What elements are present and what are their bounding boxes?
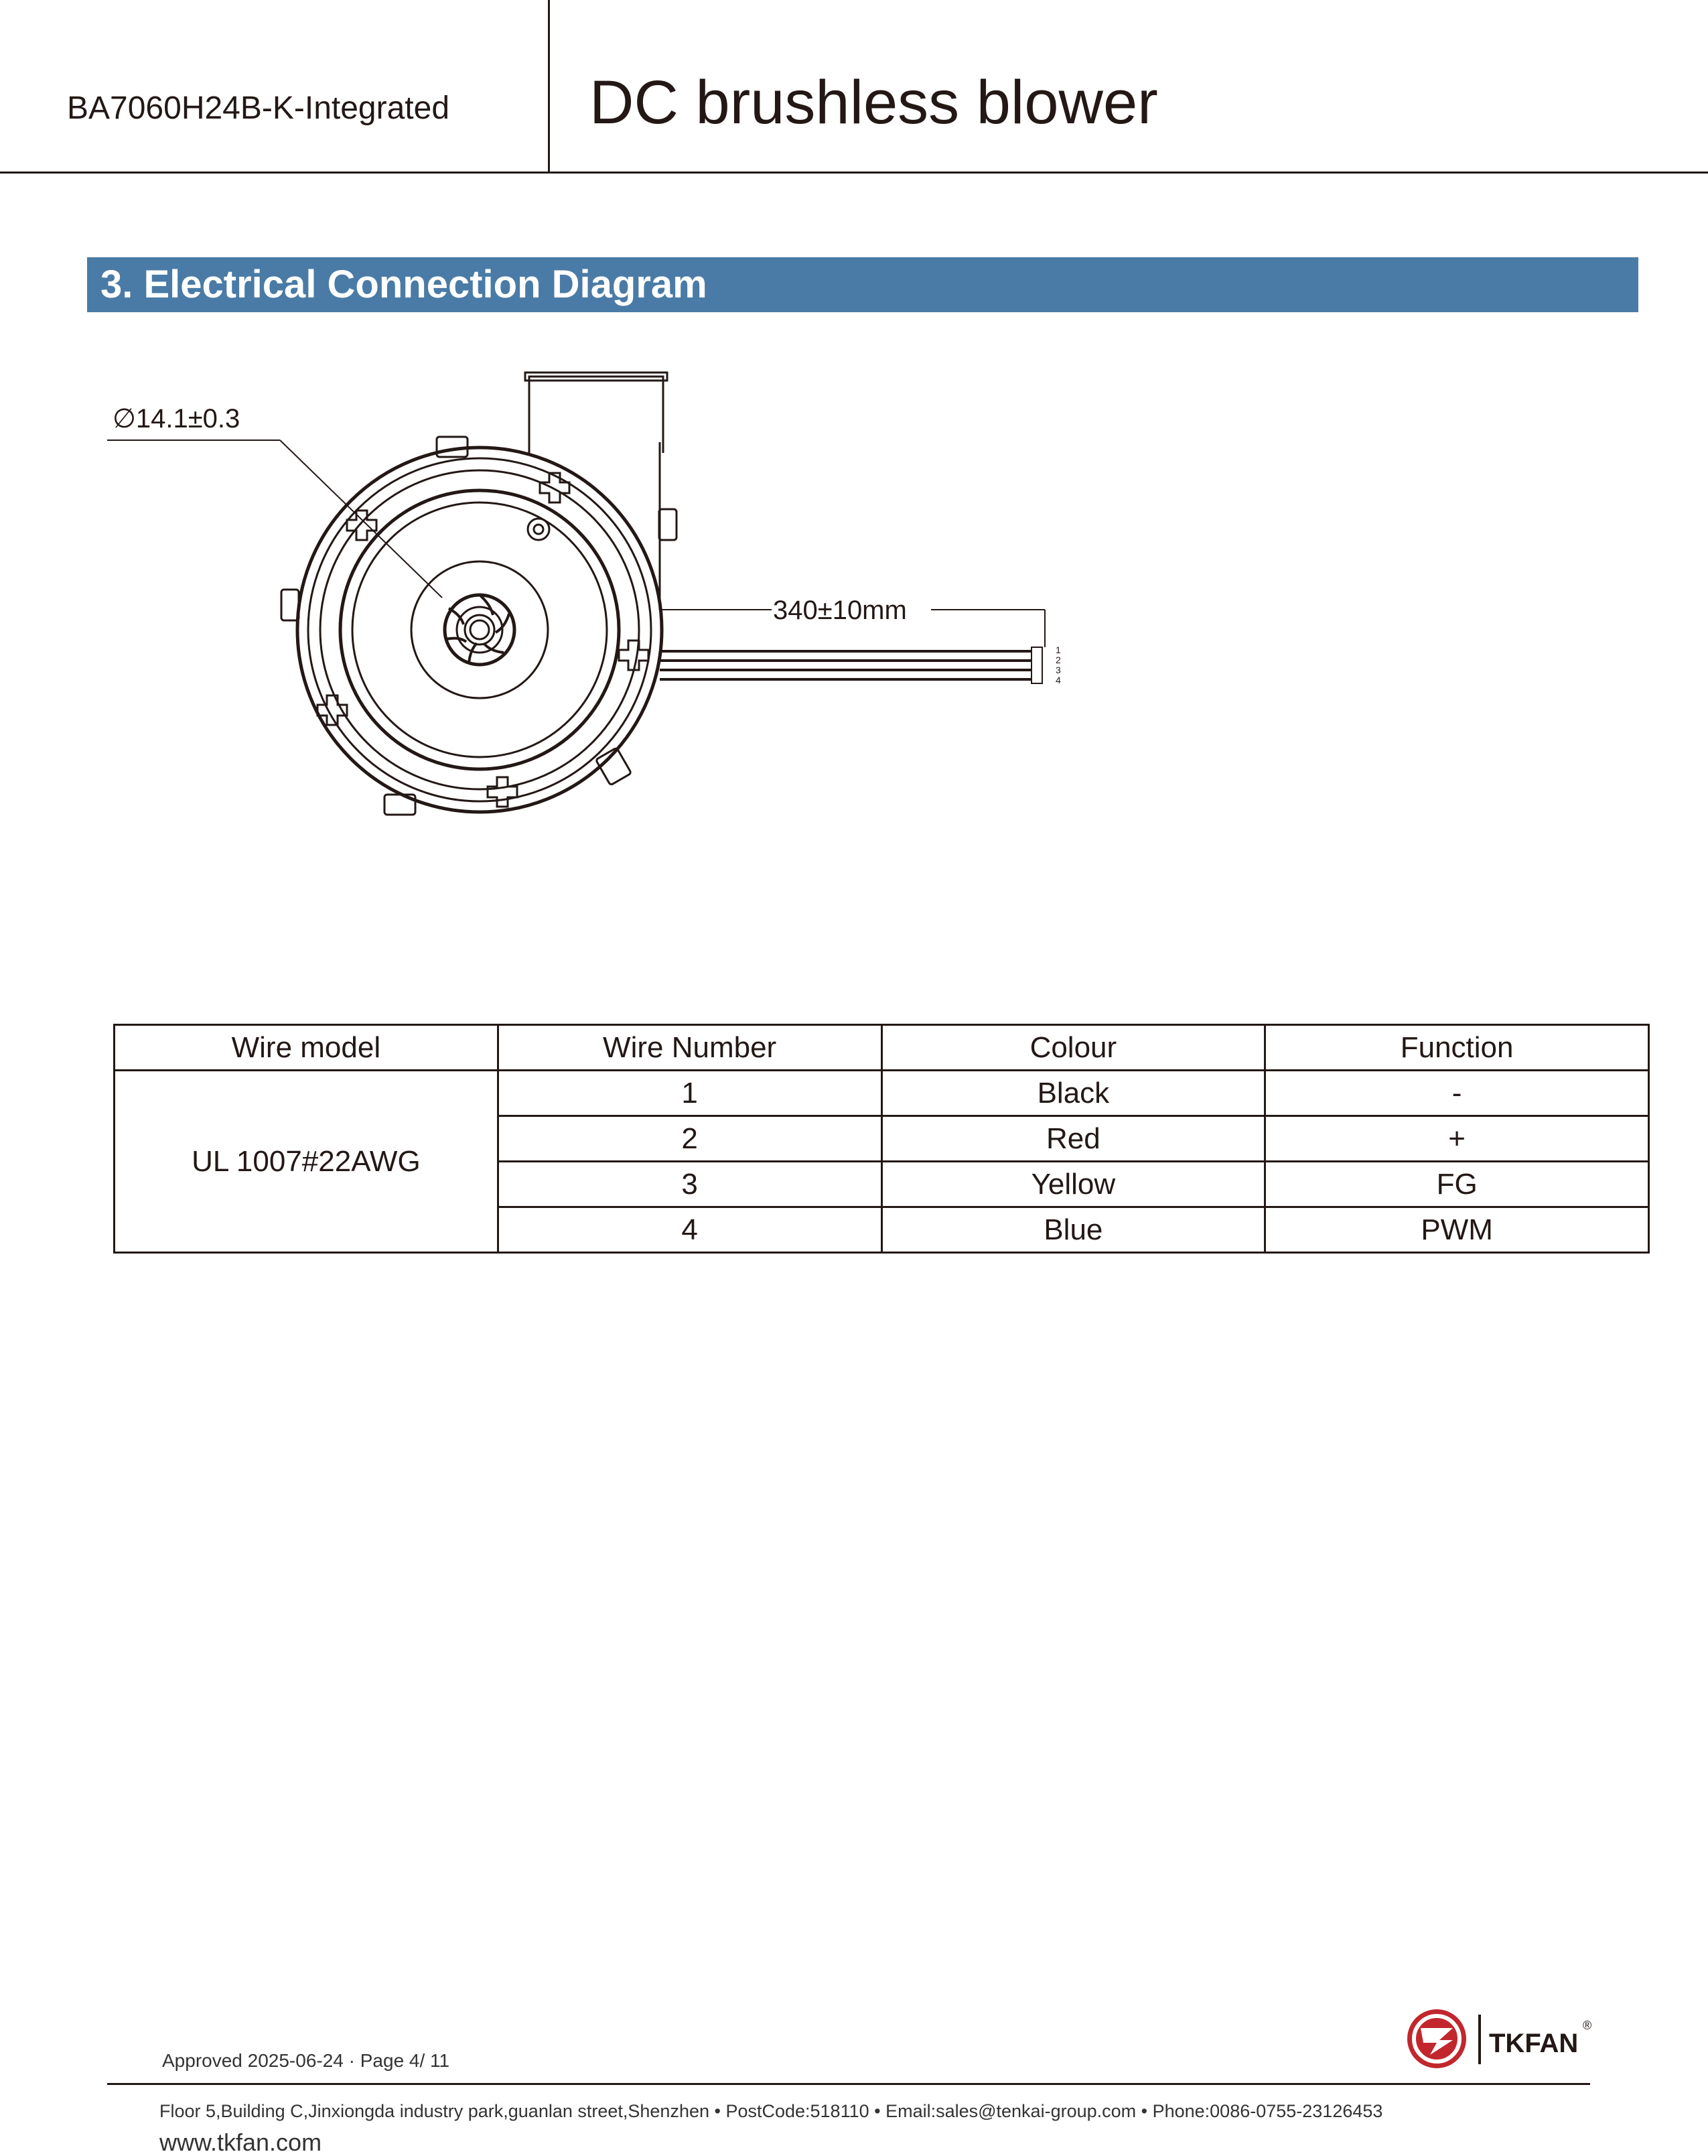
diameter-dimension-label: ∅14.1±0.3	[113, 404, 240, 433]
function-cell: -	[1265, 1071, 1649, 1116]
section-heading: 3. Electrical Connection Diagram	[100, 263, 707, 306]
column-header-colour: Colour	[881, 1025, 1265, 1071]
colour-cell: Yellow	[881, 1162, 1265, 1207]
wire-number-label: 1	[1056, 645, 1061, 655]
blower-connection-drawing	[0, 362, 1098, 844]
approval-page-info: Approved 2025-06-24 · Page 4/ 11	[162, 2050, 450, 2071]
wire-number-cell: 4	[498, 1207, 881, 1253]
wire-connection-table	[113, 1024, 1650, 1254]
colour-cell: Blue	[881, 1207, 1265, 1253]
footer-rule	[107, 2083, 1590, 2085]
colour-cell: Red	[881, 1116, 1265, 1162]
wire-number-label: 2	[1056, 655, 1061, 665]
table-header-row	[115, 1025, 1649, 1071]
header-rule	[0, 172, 1708, 174]
header-divider	[548, 0, 550, 173]
brand-name: TKFAN	[1489, 2029, 1579, 2058]
function-cell: +	[1265, 1116, 1649, 1162]
wire-number-label: 3	[1056, 665, 1061, 675]
function-cell: PWM	[1265, 1207, 1649, 1253]
wire-number-cell: 1	[498, 1071, 881, 1116]
column-header-wire-model: Wire model	[115, 1025, 498, 1071]
tkfan-logo	[1403, 2005, 1597, 2072]
website-link[interactable]: www.tkfan.com	[159, 2129, 322, 2156]
tkfan-emblem-icon	[1407, 2009, 1466, 2068]
column-header-function: Function	[1265, 1025, 1649, 1071]
wire-number-cell: 3	[498, 1162, 881, 1207]
document-title: DC brushless blower	[589, 68, 1158, 137]
document-model-number: BA7060H24B-K-Integrated	[67, 90, 450, 126]
wire-number-cell: 2	[498, 1116, 881, 1162]
function-cell: FG	[1265, 1162, 1649, 1207]
registered-mark: ®	[1583, 2019, 1592, 2032]
wire-number-label: 4	[1056, 675, 1061, 685]
wire-model-cell: UL 1007#22AWG	[115, 1071, 498, 1253]
colour-cell: Black	[881, 1071, 1265, 1116]
column-header-wire-number: Wire Number	[498, 1025, 881, 1071]
wire-length-dimension-label: 340±10mm	[773, 596, 907, 625]
table-row	[115, 1071, 1649, 1116]
footer-contact-info: Floor 5,Building C,Jinxiongda industry park,guanlan street,Shenzhen • PostCode:518110 • Email:sales@tenkai-group.com • Phone:0086-0755-23126453	[159, 2101, 1383, 2121]
